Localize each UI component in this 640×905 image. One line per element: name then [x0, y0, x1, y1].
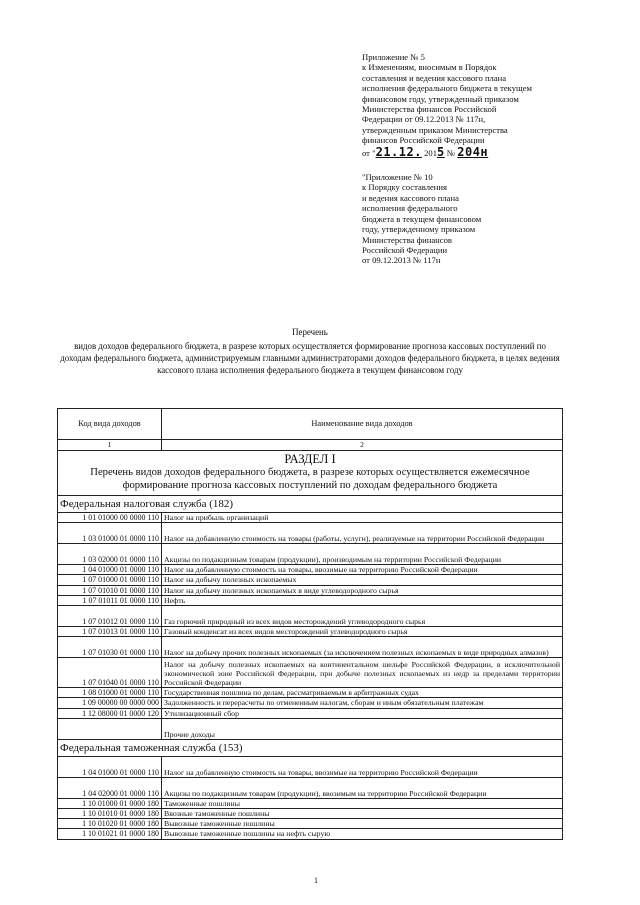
income-name: Таможенные пошлины	[162, 798, 563, 808]
section-description: Перечень видов доходов федерального бюджета, в разрезе которых осуществляется ежемесячное формирование прогноза кассовых поступлений по доходам федерального бюджета	[90, 467, 530, 491]
order-number-label: №	[444, 147, 458, 158]
income-name: Акцизы по подакцизным товарам (продукции), производимым на территории Российской Федерации	[162, 544, 563, 565]
service-row	[58, 496, 563, 513]
col-name-number: 2	[162, 440, 563, 451]
table-row	[58, 756, 563, 777]
title-heading: Перечень	[292, 327, 328, 337]
income-name: Газовый конденсат из всех видов месторождений углеводородного сырья	[162, 627, 563, 637]
service-name: Федеральная таможенная служба (153)	[58, 739, 563, 756]
appendix2-line: году, утвержденному приказом	[362, 224, 476, 235]
income-code: 1 10 01010 01 0000 180	[58, 809, 162, 819]
table-row	[58, 523, 563, 544]
income-code: 1 03 01000 01 0000 110	[58, 523, 162, 544]
income-name: Налог на добавленную стоимость на товары, ввозимые на территорию Российской Федерации	[162, 565, 563, 575]
appendix-line: к Изменениям, вносимым в Порядок	[362, 62, 497, 73]
order-date: 21.12.	[375, 144, 422, 159]
income-code: 1 07 01000 01 0000 110	[58, 575, 162, 585]
income-code: 1 07 01040 01 0000 110	[58, 658, 162, 688]
appendix-line: исполнения федерального бюджета в текущем	[362, 83, 532, 94]
income-code	[58, 718, 162, 739]
table-row	[58, 829, 563, 839]
income-code: 1 10 01021 01 0000 180	[58, 829, 162, 839]
income-name: Государственная пошлина по делам, рассматриваемым в арбитражных судах	[162, 688, 563, 698]
income-code: 1 07 01012 01 0000 110	[58, 606, 162, 627]
income-code: 1 04 02000 01 0000 110	[58, 777, 162, 798]
income-name: Налог на прибыль организаций	[162, 513, 563, 523]
income-code: 1 04 01000 01 0000 110	[58, 565, 162, 575]
order-prefix: от "	[362, 147, 376, 158]
income-name: Вывозные таможенные пошлины	[162, 819, 563, 829]
income-name: Ввозные таможенные пошлины	[162, 809, 563, 819]
appendix-line: составления и ведения кассового плана	[362, 72, 507, 83]
table-row	[58, 798, 563, 808]
appendix2-line: исполнения федерального	[362, 203, 458, 214]
income-code: 1 09 00000 00 0000 000	[58, 698, 162, 708]
document-title	[60, 326, 560, 376]
table-row	[58, 809, 563, 819]
income-name: Налог на добычу полезных ископаемых на континентальном шельфе Российской Федерации, в исключительной экономической зоне Российской Федерации, при добыче полезных ископаемых из недр за пределами территории Российской Федерации	[162, 658, 563, 688]
table-row	[58, 819, 563, 829]
appendix-line: Федерации от 09.12.2013 № 117н,	[362, 114, 486, 125]
col-name-header: Наименование вида доходов	[162, 409, 563, 440]
income-types-table	[57, 408, 563, 840]
table-row	[58, 718, 563, 739]
table-row	[58, 708, 563, 718]
income-name: Налог на добычу полезных ископаемых	[162, 575, 563, 585]
appendix2-line: и ведения кассового плана	[362, 192, 459, 203]
appendix-line: финансовом году, утвержденный приказом	[362, 93, 519, 104]
title-text: видов доходов федерального бюджета, в разрезе которых осуществляется формирование прогноза кассовых поступлений по доходам федерального бюджета, администрируемым главными администраторами доходов федерального бюджета, в целях ведения кассового плана исполнения федерального бюджета в текущем финансовом году	[60, 341, 560, 375]
table-row	[58, 575, 563, 585]
income-code: 1 07 01013 01 0000 110	[58, 627, 162, 637]
income-code: 1 07 01011 01 0000 110	[58, 595, 162, 605]
income-name: Вывозные таможенные пошлины на нефть сырую	[162, 829, 563, 839]
income-code: 1 10 01020 01 0000 180	[58, 819, 162, 829]
table-row	[58, 637, 563, 658]
table-row	[58, 698, 563, 708]
income-code: 1 07 01030 01 0000 110	[58, 637, 162, 658]
income-name: Налог на добычу полезных ископаемых в виде углеводородного сырья	[162, 585, 563, 595]
income-name: Налог на добавленную стоимость на товары (работы, услуги), реализуемые на территории Российской Федерации	[162, 523, 563, 544]
appendix2-line: к Порядку составления	[362, 182, 447, 193]
income-name: Прочие доходы	[162, 718, 563, 739]
appendix-line: Приложение № 5	[362, 52, 425, 62]
col-code-number: 1	[58, 440, 162, 451]
table-number-row	[58, 440, 563, 451]
income-code: 1 04 01000 01 0000 110	[58, 756, 162, 777]
order-number: 204н	[457, 144, 489, 159]
appendix2-line: Министерства финансов	[362, 234, 452, 245]
appendix2-line: от 09.12.2013 № 117н	[362, 255, 441, 266]
income-code: 1 10 01000 01 0000 180	[58, 798, 162, 808]
appendix2-line: Российской Федерации	[362, 244, 448, 255]
appendix2-line: бюджета в текущем финансовом	[362, 213, 482, 224]
appendix-header	[362, 52, 592, 266]
income-code: 1 07 01010 01 0000 110	[58, 585, 162, 595]
appendix-line: Министерства финансов Российской	[362, 104, 497, 115]
income-name: Налог на добычу прочих полезных ископаемых (за исключением полезных ископаемых в виде природных алмазов)	[162, 637, 563, 658]
appendix-line: финансов Российской Федерации	[362, 135, 485, 146]
table-row	[58, 544, 563, 565]
table-row	[58, 777, 563, 798]
income-code: 1 08 01000 01 0000 110	[58, 688, 162, 698]
table-row	[58, 606, 563, 627]
income-code: 1 12 08000 01 0000 120	[58, 708, 162, 718]
table-row	[58, 658, 563, 688]
table-row	[58, 595, 563, 605]
col-code-header: Код вида доходов	[58, 409, 162, 440]
service-row	[58, 739, 563, 756]
income-name: Нефть	[162, 595, 563, 605]
income-name: Налог на добавленную стоимость на товары, ввозимые на территорию Российской Федерации	[162, 756, 563, 777]
appendix-line: утвержденным приказом Министерства	[362, 124, 508, 135]
appendix2-line: "Приложение № 10	[362, 172, 433, 183]
income-name: Утилизационный сбор	[162, 708, 563, 718]
table-row	[58, 585, 563, 595]
section-row	[58, 451, 563, 496]
order-year-suffix: 5	[437, 144, 445, 159]
section-title: РАЗДЕЛ I	[284, 452, 336, 466]
table-row	[58, 513, 563, 523]
income-name: Газ горючий природный из всех видов месторождений углеводородного сырья	[162, 606, 563, 627]
table-row	[58, 565, 563, 575]
income-code: 1 01 01000 00 0000 110	[58, 513, 162, 523]
service-name: Федеральная налоговая служба (182)	[58, 496, 563, 513]
page-number: 1	[314, 876, 318, 885]
table-row	[58, 688, 563, 698]
order-date-line	[362, 144, 592, 159]
table-header-row	[58, 409, 563, 440]
income-code: 1 03 02000 01 0000 110	[58, 544, 162, 565]
table-row	[58, 627, 563, 637]
income-name: Задолженность и перерасчеты по отмененным налогам, сборам и иным обязательным платежам	[162, 698, 563, 708]
order-year-prefix: 201	[421, 147, 438, 158]
income-name: Акцизы по подакцизным товарам (продукции), ввозимым на территорию Российской Федерации	[162, 777, 563, 798]
